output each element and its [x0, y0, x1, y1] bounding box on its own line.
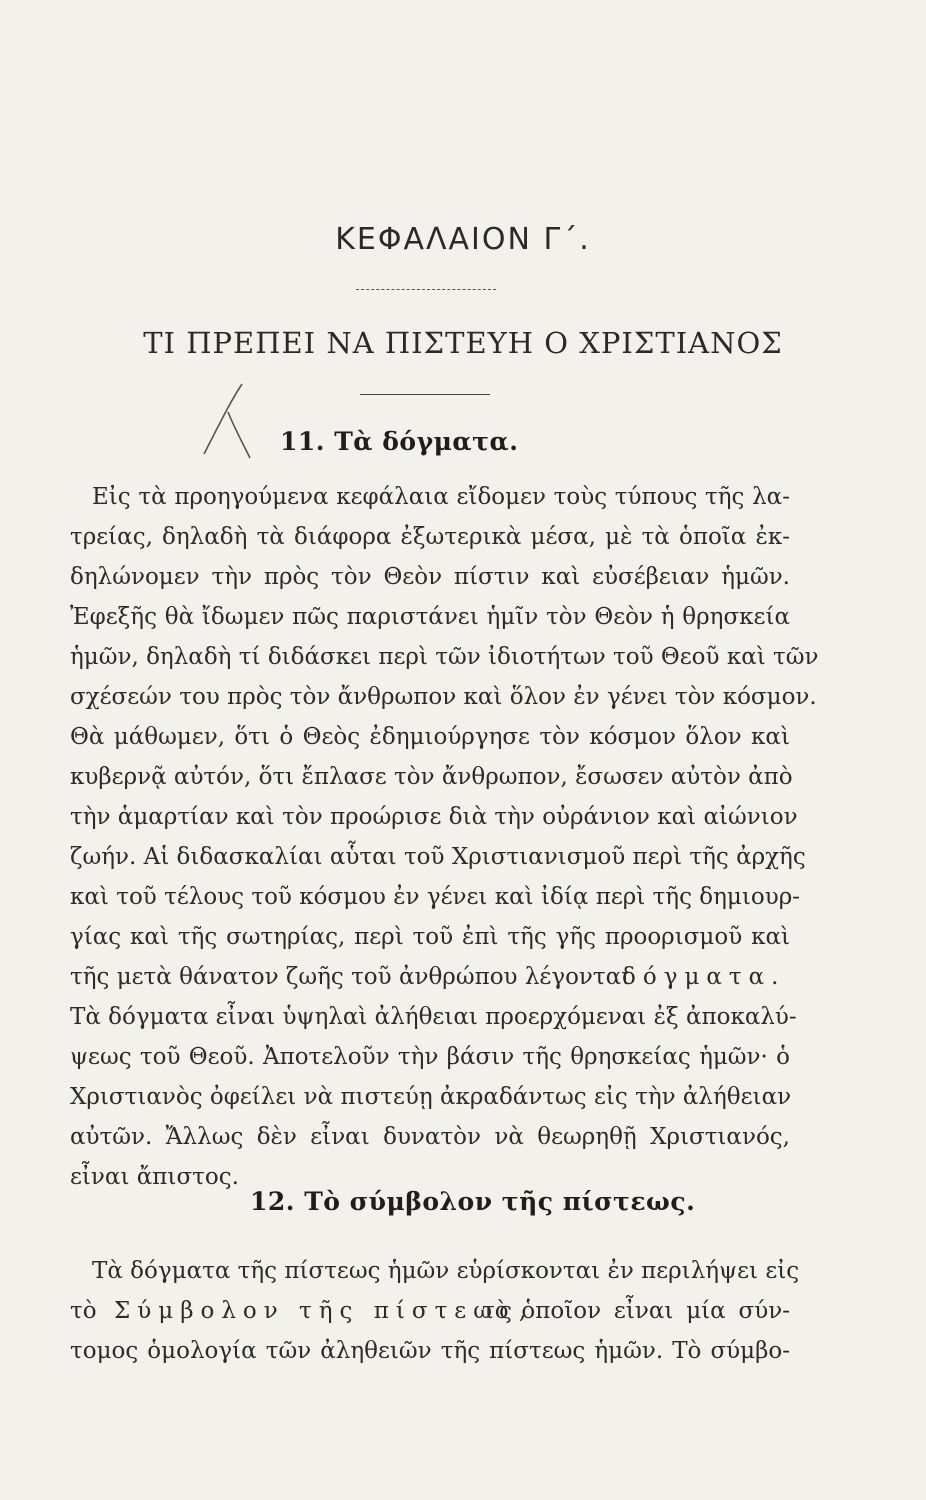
text-line: Ἐφεξῆς θὰ ἴδωμεν πῶς παριστάνει ἡμῖν τὸν Θεὸν ἡ θρησκεία [70, 604, 790, 630]
section-12-heading: 12. Τὸ σύμβολον τῆς πίστεως. [250, 1187, 696, 1216]
text-line: γίας καὶ τῆς σωτηρίας, περὶ τοῦ ἐπὶ τῆς γῆς προορισμοῦ καὶ [70, 924, 790, 950]
text-line: ψεως τοῦ Θεοῦ. Ἀποτελοῦν τὴν βάσιν τῆς θρησκείας ἡμῶν· ὁ [70, 1044, 790, 1070]
text-line: Τὰ δόγματα τῆς πίστεως ἡμῶν εὑρίσκονται ἐν περιλήψει εἰς [92, 1258, 800, 1284]
text-line: καὶ τοῦ τέλους τοῦ κόσμου ἐν γένει καὶ ἰδίᾳ περὶ τῆς δημιουρ- [70, 884, 800, 910]
spaced-term: δόγματα. [622, 964, 786, 990]
text-line: εἶναι ἄπιστος. [70, 1164, 239, 1190]
text-line: Εἰς τὰ προηγούμενα κεφάλαια εἴδομεν τοὺς τύπους τῆς λα- [92, 484, 790, 510]
text-line: δηλώνομεν τὴν πρὸς τὸν Θεὸν πίστιν καὶ εὐσέβειαν ἡμῶν. [70, 564, 790, 590]
section-11-heading: 11. Τὰ δόγματα. [280, 427, 519, 456]
text-line: αὐτῶν. Ἄλλως δὲν εἶναι δυνατὸν νὰ θεωρηθῇ Χριστιανός, [70, 1124, 790, 1150]
spaced-term: Σύμβολον τῆς πίστεως, [114, 1298, 534, 1324]
title-rule [360, 394, 490, 395]
chapter-title: ΚΕΦΑΛΑΙΟΝ Γ΄. [335, 222, 591, 257]
text-line: τὸ [70, 1298, 97, 1324]
handwritten-x-mark [190, 382, 260, 462]
text-line: Τὰ δόγματα εἶναι ὑψηλαὶ ἀλήθειαι προερχόμεναι ἐξ ἀποκαλύ- [70, 1004, 797, 1030]
text-line: τρείας, δηλαδὴ τὰ διάφορα ἐξωτερικὰ μέσα, μὲ τὰ ὁποῖα ἐκ- [70, 524, 790, 550]
text-line: τὴν ἁμαρτίαν καὶ τὸν προώρισε διὰ τὴν οὐράνιον καὶ αἰώνιον [70, 804, 798, 830]
dashed-rule [356, 289, 496, 290]
text-line: Χριστιανὸς ὀφείλει νὰ πιστεύῃ ἀκραδάντως εἰς τὴν ἀλήθειαν [70, 1084, 792, 1110]
text-line: κυβερνᾷ αὐτόν, ὅτι ἔπλασε τὸν ἄνθρωπον, ἔσωσεν αὐτὸν ἀπὸ [70, 764, 793, 790]
text-line: ἡμῶν, δηλαδὴ τί διδάσκει περὶ τῶν ἰδιοτήτων τοῦ Θεοῦ καὶ τῶν [70, 644, 819, 670]
text-line: τῆς μετὰ θάνατον ζωῆς τοῦ ἀνθρώπου λέγονται [70, 964, 631, 990]
text-line: ζωήν. Αἱ διδασκαλίαι αὗται τοῦ Χριστιανισμοῦ περὶ τῆς ἀρχῆς [70, 844, 806, 870]
text-line: τομος ὁμολογία τῶν ἀληθειῶν τῆς πίστεως ἡμῶν. Τὸ σύμβο- [70, 1338, 790, 1364]
text-line: Θὰ μάθωμεν, ὅτι ὁ Θεὸς ἐδημιούργησε τὸν κόσμον ὅλον καὶ [70, 724, 790, 750]
text-line: σχέσεών του πρὸς τὸν ἄνθρωπον καὶ ὅλον ἐν γένει τὸν κόσμον. [70, 684, 817, 710]
text-line: τὸ ὁποῖον εἶναι μία σύν- [482, 1298, 790, 1324]
main-title: ΤΙ ΠΡΕΠΕΙ ΝΑ ΠΙΣΤΕΥΗ Ο ΧΡΙΣΤΙΑΝΟΣ [143, 326, 783, 360]
